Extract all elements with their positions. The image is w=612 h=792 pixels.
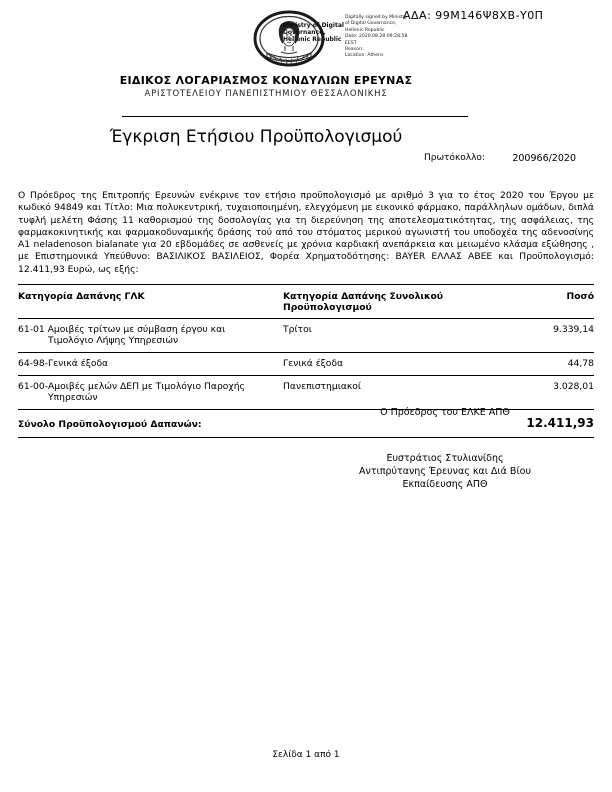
protocol-number: 200966/2020 bbox=[512, 153, 576, 164]
cell-glk: 64-98-Γενικά έξοδα bbox=[18, 358, 109, 369]
cell-amount: 9.339,14 bbox=[553, 324, 594, 335]
cell-amount: 44,78 bbox=[567, 358, 594, 369]
signature-detail-line: Date: 2020.08.28 09:28:58 bbox=[345, 34, 408, 40]
page-number: Σελίδα 1 από 1 bbox=[272, 750, 340, 760]
cell-glk: 61-00-Αμοιβές μελών ΔΕΠ με Τιμολόγιο Παροχής Υπηρεσιών bbox=[18, 381, 245, 403]
signature-detail-line: of Digital Governance, bbox=[345, 21, 397, 27]
header-divider bbox=[122, 116, 468, 117]
signature-detail-line: Location: Athens bbox=[345, 53, 384, 59]
stamp-overlay-line: Ministry of Digital bbox=[283, 22, 344, 29]
approval-paragraph: Ο Πρόεδρος της Επιτροπής Ερευνών ενέκρινε τον ετήσιο προϋπολογισμό με αριθμό 3 για το έτος 2020 του Έργου με κωδικό 94849 και Τίτλο: Μια πολυκεντρική, τυχαιοποιημένη, ελεγχόμενη με εικονικό φάρμακο, παράλληλων ομάδων, διπλά τυφλή μελέτη Φάσης 11 καθορισμού της δοσολογίας για τη διερεύνηση της αποτελεσματικότητας, της ασφάλειας, της φαρμακοκινητικής και φαρμακοδυναμικής δράσης τού από του στόματος μερικού αγωνιστή του υποδοχέα της αδενοσίνης Α1 neladenoson bialanate για 20 εβδομάδες σε ασθενείς με χρόνια καρδιακή ανεπάρκεια και μειωμένο κλάσμα εξώθησης , με Επιστημονικά Υπεύθυνο: ΒΑΣΙΛΙΚΟΣ ΒΑΣΙΛΕΙΟΣ, Φορέα Χρηματοδότησης: BAYER ΕΛΛΑΣ ΑΒΕΕ και Προϋπολογισμό: 12.411,93 Ευρώ, ως εξής: bbox=[18, 190, 594, 275]
stamp-overlay-line: Governance, bbox=[283, 29, 326, 36]
cell-category: Πανεπιστημιακοί bbox=[283, 381, 362, 392]
stamp-overlay-line: Hellenic Republic bbox=[283, 36, 342, 43]
signatory-title-line: Αντιπρύτανης Έρευνας και Διά Βίου bbox=[359, 466, 531, 477]
page-title: Έγκριση Ετήσιου Προϋπολογισμού bbox=[109, 127, 403, 147]
organization-name: ΕΙΔΙΚΟΣ ΛΟΓΑΡΙΑΣΜΟΣ ΚΟΝΔΥΛΙΩΝ ΕΡΕΥΝΑΣ bbox=[119, 74, 413, 87]
stamp-overlay-text bbox=[283, 22, 353, 43]
column-header-amount: Ποσό bbox=[566, 291, 594, 302]
signature-detail-line: EEST bbox=[345, 40, 357, 46]
total-amount: 12.411,93 bbox=[526, 416, 594, 430]
table-row bbox=[18, 319, 594, 353]
cell-amount: 3.028,01 bbox=[553, 381, 594, 392]
column-header-glk: Κατηγορία Δαπάνης ΓΛΚ bbox=[18, 291, 145, 302]
ada-code: ΑΔΑ: 99Μ146Ψ8ΧΒ-Υ0Π bbox=[403, 9, 544, 22]
signature-detail-line: Digitally signed by Ministry bbox=[345, 15, 408, 20]
table-header-row bbox=[18, 285, 594, 319]
digital-signature-details bbox=[345, 15, 407, 60]
table-row bbox=[18, 376, 594, 410]
total-label: Σύνολο Προϋπολογισμού Δαπανών: bbox=[18, 419, 202, 430]
organization-subtitle: ΑΡΙΣΤΟΤΕΛΕΙΟΥ ΠΑΝΕΠΙΣΤΗΜΙΟΥ ΘΕΣΣΑΛΟΝΙΚΗΣ bbox=[144, 89, 388, 99]
signatory-role: Ο Πρόεδρος του ΕΛΚΕ ΑΠΘ bbox=[380, 407, 510, 418]
signatory-title-line: Εκπαίδευσης ΑΠΘ bbox=[402, 479, 488, 490]
signatory-name: Ευστράτιος Στυλιανίδης bbox=[386, 453, 504, 464]
signature-detail-line: Hellenic Republic bbox=[345, 27, 385, 33]
signature-detail-line: Reason: bbox=[345, 47, 364, 53]
protocol-row bbox=[424, 153, 576, 164]
cell-category: Γενικά έξοδα bbox=[283, 358, 344, 369]
protocol-label: Πρωτόκολλο: bbox=[424, 153, 485, 163]
table-row bbox=[18, 353, 594, 376]
cell-category: Τρίτοι bbox=[283, 324, 312, 335]
column-header-category: Κατηγορία Δαπάνης Συνολικού Προϋπολογισμού bbox=[283, 291, 444, 313]
signatory-identity bbox=[300, 452, 590, 491]
cell-glk: 61-01 Αμοιβές τρίτων με σύμβαση έργου και Τιμολόγιο Λήψης Υπηρεσιών bbox=[18, 324, 226, 346]
